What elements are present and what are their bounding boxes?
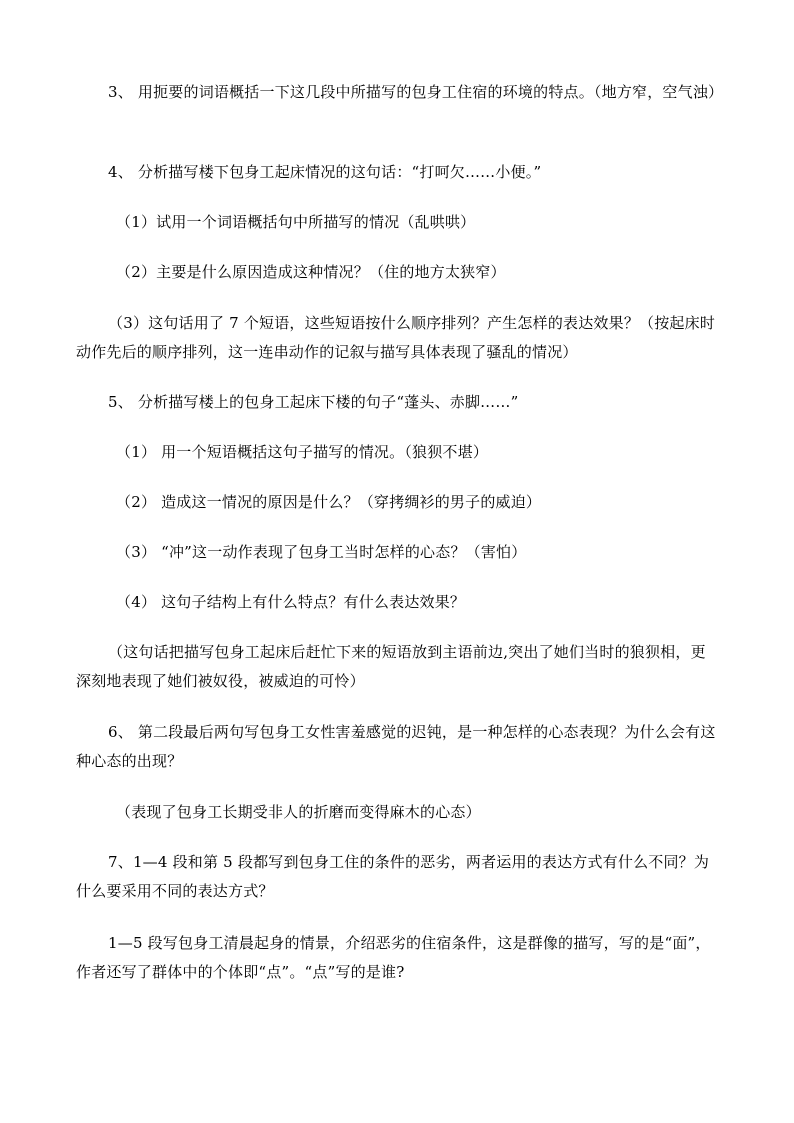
question-4: 4、 分析描写楼下包身工起床情况的这句话：“打呵欠……小便。” bbox=[108, 163, 542, 181]
question-4-part-3: （3）这句话用了 7 个短语，这些短语按什么顺序排列？产生怎样的表达效果？（按起床时动作先后的顺序排列，这一连串动作的记叙与描写具体表现了骚乱的情况） bbox=[76, 314, 716, 361]
question-5: 5、 分析描写楼上的包身工起床下楼的句子“蓬头、赤脚……” bbox=[108, 393, 519, 411]
question-5-part-3: （3） “冲”这一动作表现了包身工当时怎样的心态？（害怕） bbox=[116, 543, 527, 561]
question-4-part-1: （1）试用一个词语概括句中所描写的情况（乱哄哄） bbox=[116, 213, 476, 231]
question-7: 7、1—4 段和第 5 段都写到包身工住的条件的恶劣，两者运用的表达方式有什么不同？为什么要采用不同的表达方式？ bbox=[76, 853, 710, 900]
question-7-answer: 1—5 段写包身工清晨起身的情景，介绍恶劣的住宿条件，这是群像的描写，写的是“面”，作者还写了群体中的个体即“点”。“点”写的是谁? bbox=[76, 934, 711, 981]
question-6: 6、 第二段最后两句写包身工女性害羞感觉的迟钝，是一种怎样的心态表现？为什么会有这种心态的出现？ bbox=[76, 723, 716, 770]
question-6-answer: （表现了包身工长期受非人的折磨而变得麻木的心态） bbox=[116, 803, 481, 821]
question-5-part-1: （1） 用一个短语概括这句子描写的情况。（狼狈不堪） bbox=[116, 443, 489, 461]
question-5-answer: （这句话把描写包身工起床后赶忙下来的短语放到主语前边,突出了她们当时的狼狈相，更深刻地表现了她们被奴役，被威迫的可怜） bbox=[76, 643, 706, 690]
question-3: 3、 用扼要的词语概括一下这几段中所描写的包身工住宿的环境的特点。（地方窄，空气浊） bbox=[108, 83, 724, 101]
question-5-part-4: （4） 这句子结构上有什么特点？有什么表达效果？ bbox=[116, 593, 466, 611]
question-4-part-2: （2）主要是什么原因造成这种情况？（住的地方太狭窄） bbox=[116, 263, 506, 281]
question-5-part-2: （2） 造成这一情况的原因是什么？（穿拷绸衫的男子的威迫） bbox=[116, 493, 542, 511]
